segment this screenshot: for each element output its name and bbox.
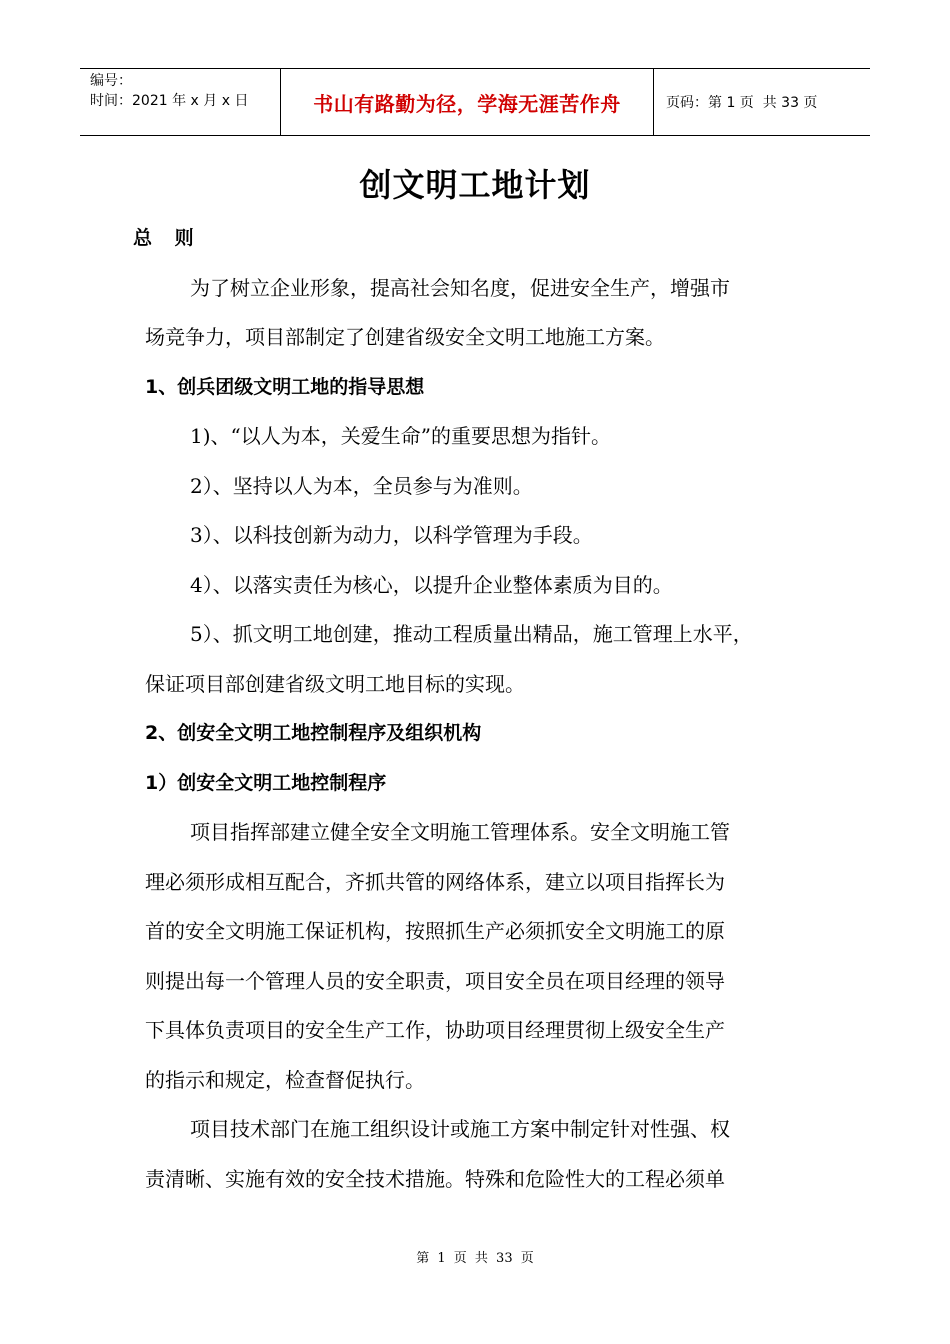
text-line: 保证项目部创建省级文明工地目标的实现。: [145, 671, 525, 696]
header-motto: 书山有路勤为径，学海无涯苦作舟: [281, 69, 654, 135]
header-page-info: [654, 69, 870, 135]
text-line: 的指示和规定，检查督促执行。: [145, 1067, 425, 1092]
text-line: 首的安全文明施工保证机构，按照抓生产必须抓安全文明施工的原: [145, 919, 725, 943]
section-heading: 1、创兵团级文明工地的指导思想: [145, 375, 425, 398]
header-meta: [80, 69, 281, 135]
section-heading: 2、创安全文明工地控制程序及组织机构: [145, 722, 482, 744]
text-line: 为了树立企业形象，提高社会知名度，促进安全生产，增强市: [190, 275, 730, 300]
section-heading: 总 则: [133, 227, 202, 249]
text-line: 场竞争力，项目部制定了创建省级安全文明工地施工方案。: [145, 325, 665, 349]
document-body: [133, 214, 815, 1204]
text-line: 下具体负责项目的安全生产工作，协助项目经理贯彻上级安全生产: [145, 1018, 725, 1042]
text-line: 项目指挥部建立健全安全文明施工管理体系。安全文明施工管: [190, 820, 730, 844]
text-line: 4）、以落实责任为核心，以提升企业整体素质为目的。: [190, 572, 673, 597]
document-date: 时间：2021 年 x 月 x 日: [90, 93, 249, 109]
page-header: [80, 68, 870, 136]
page-info-text: 页码：第 1 页 共 33 页: [666, 95, 818, 111]
document-title: 创文明工地计划: [359, 166, 591, 204]
section-heading: 1）创安全文明工地控制程序: [145, 771, 387, 794]
text-line: 1)、“以人为本，关爱生命”的重要思想为指针。: [190, 424, 611, 448]
text-line: 3）、以科技创新为动力，以科学管理为手段。: [190, 523, 593, 547]
text-line: 则提出每一个管理人员的安全职责，项目安全员在项目经理的领导: [145, 968, 725, 993]
text-line: 项目技术部门在施工组织设计或施工方案中制定针对性强、权: [190, 1117, 730, 1141]
text-line: 理必须形成相互配合，齐抓共管的网络体系，建立以项目指挥长为: [145, 869, 725, 894]
text-line: 2）、坚持以人为本，全员参与为准则。: [190, 473, 533, 498]
document-number-label: 编号：: [90, 73, 132, 89]
page-footer: 第 1 页 共 33 页: [416, 1251, 534, 1266]
text-line: 5）、抓文明工地创建，推动工程质量出精品，施工管理上水平，: [190, 622, 753, 646]
text-line: 责清晰、实施有效的安全技术措施。特殊和危险性大的工程必须单: [145, 1166, 725, 1191]
